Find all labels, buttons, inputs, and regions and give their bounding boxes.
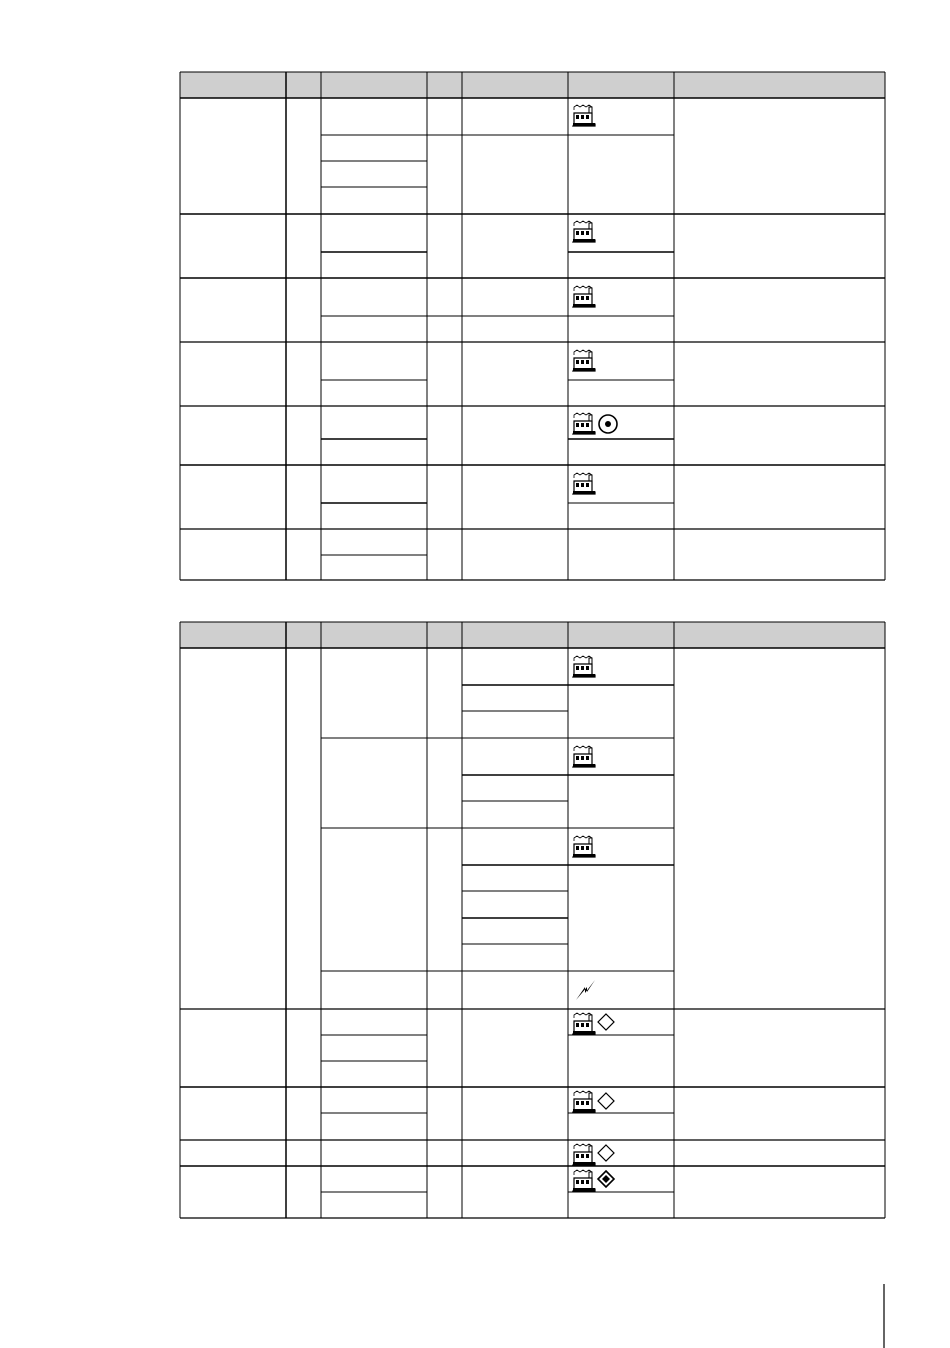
- lightning-icon: [576, 980, 595, 1000]
- factory-icon: [573, 836, 595, 857]
- factory-icon: [573, 1013, 595, 1034]
- factory-icon: [573, 350, 595, 371]
- factory-icon: [573, 1144, 595, 1165]
- target-icon: [599, 415, 617, 433]
- settings-table-2: [180, 622, 885, 1218]
- factory-icon: [573, 413, 595, 434]
- diamond-icon: [598, 1093, 614, 1109]
- factory-icon: [573, 105, 595, 126]
- factory-icon: [573, 286, 595, 307]
- factory-icon: [573, 221, 595, 242]
- settings-table-1: [180, 72, 885, 580]
- diamond-icon: [598, 1145, 614, 1161]
- factory-icon: [573, 746, 595, 767]
- factory-icon: [573, 473, 595, 494]
- diamond-icon: [598, 1014, 614, 1030]
- diamond-dot-icon: [598, 1171, 614, 1187]
- factory-icon: [573, 1091, 595, 1112]
- factory-icon: [573, 1170, 595, 1191]
- factory-icon: [573, 656, 595, 677]
